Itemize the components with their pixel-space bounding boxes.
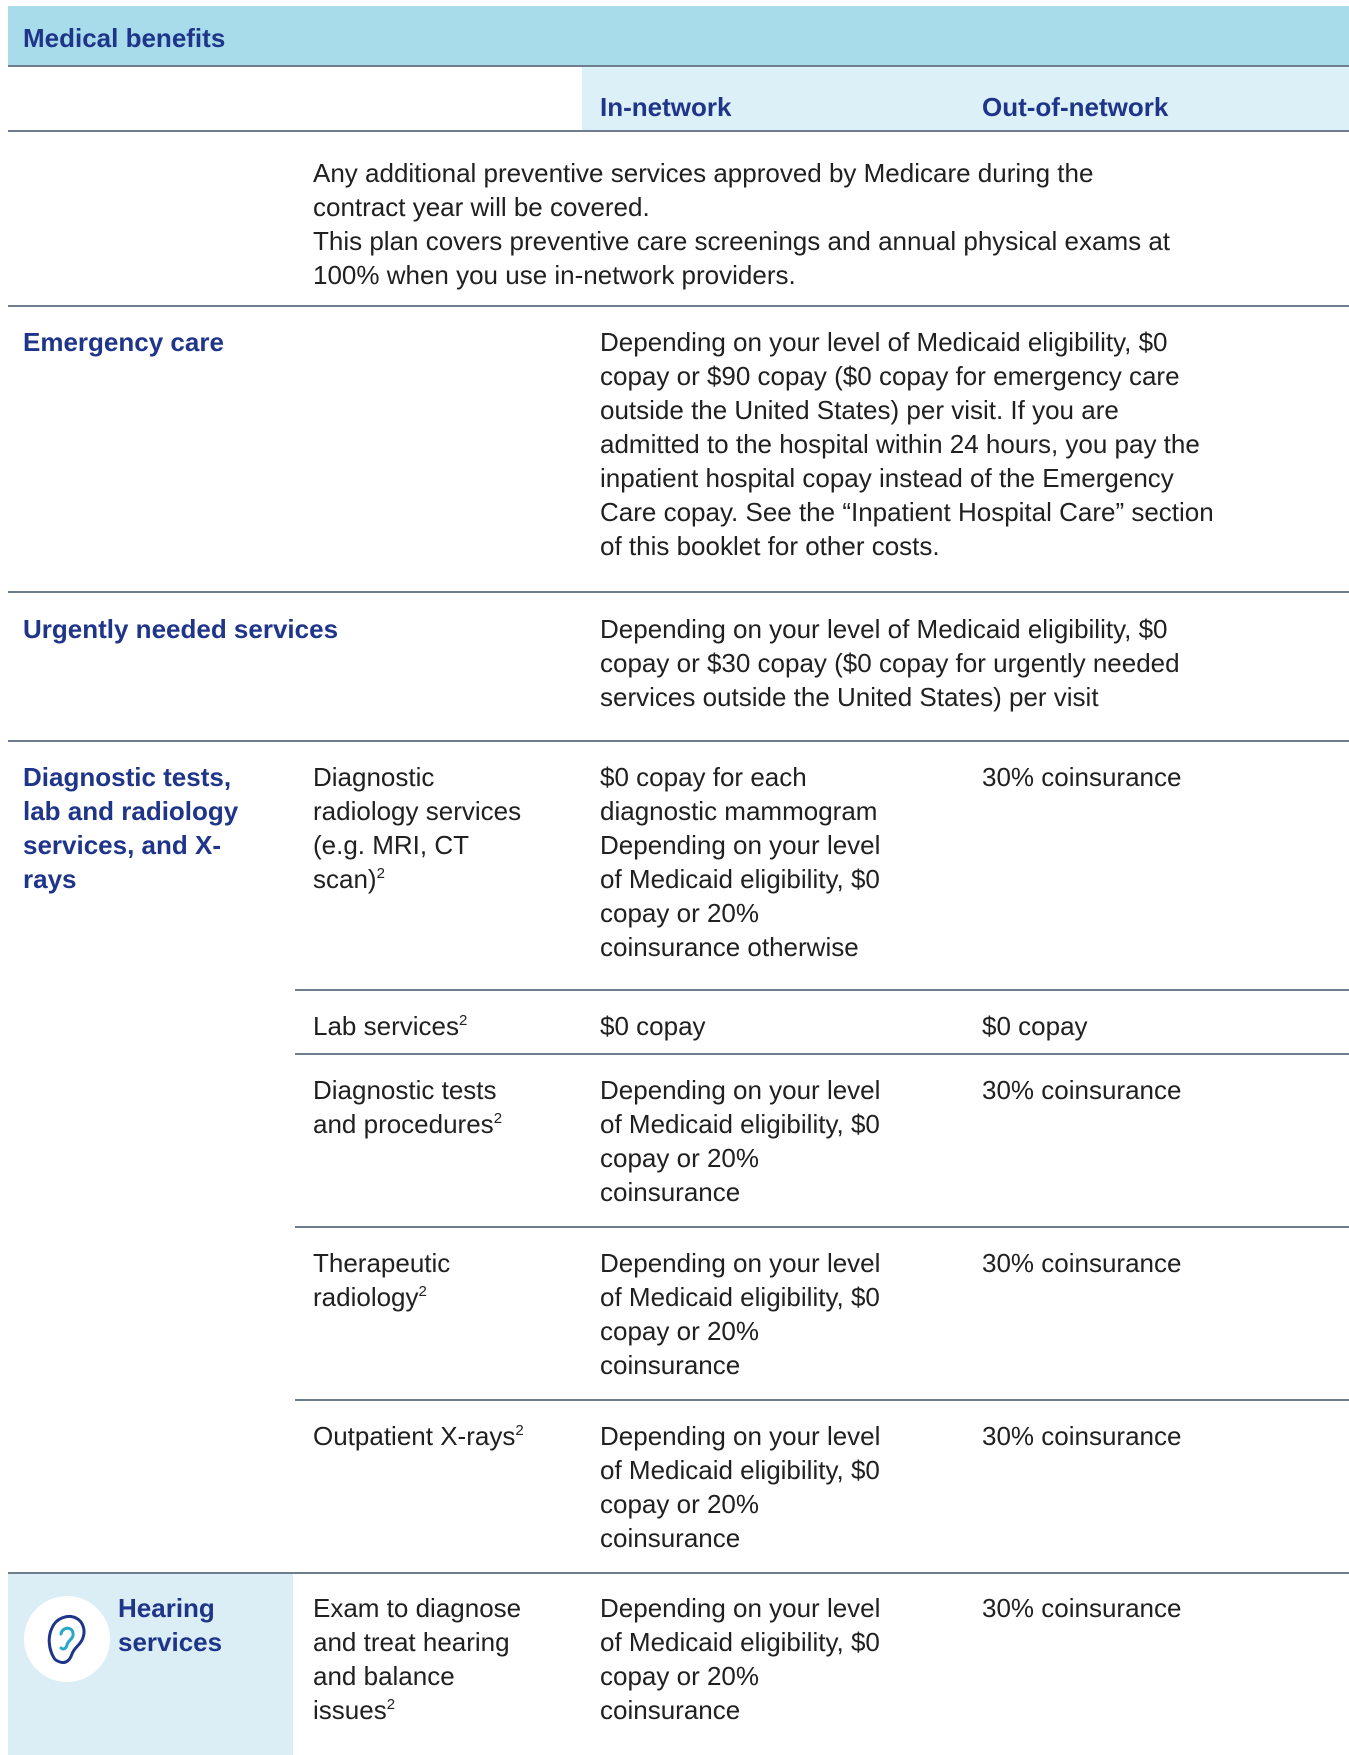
out-network-cost: 30% coinsurance [982,762,1182,792]
out-network-cost: 30% coinsurance [982,1248,1182,1278]
footnote-marker: 2 [493,1110,503,1127]
table-title: Medical benefits [23,23,226,53]
footnote-marker: 2 [376,865,385,882]
in-network-cost: Depending on your level of Medicaid eligibility, $0 copay or 20% coinsurance [600,1075,881,1207]
divider [295,1226,1349,1228]
out-network-cost: 30% coinsurance [982,1421,1182,1451]
divider [8,740,1349,742]
urgent-services-label: Urgently needed services [23,614,339,644]
divider [8,130,1349,132]
in-network-cost: Depending on your level of Medicaid eligibility, $0 copay or 20% coinsurance [600,1421,881,1553]
divider [8,305,1349,307]
in-network-cost: $0 copay [600,1011,706,1041]
preventive-services-note: Any additional preventive services approved by Medicare during the contract year will be covered. This plan covers preventive care screenings and annual physical exams at 100% when you use in-network providers. [313,158,1171,290]
divider [295,1399,1349,1401]
emergency-care-text: Depending on your level of Medicaid eligibility, $0 copay or $90 copay ($0 copay for emergency care outside the United States) per visit. If you are admitted to the hospital within 24 hours, you pay the inpatient hospital copay instead of the Emergency Care copay. See the “Inpatient Hospital Care” section of this booklet for other costs. [600,327,1214,561]
divider [295,989,1349,991]
ear-icon [24,1596,110,1682]
divider [295,1053,1349,1055]
footnote-marker: 2 [386,1696,396,1713]
divider [8,591,1349,593]
diagnostic-section-label: Diagnostic tests, lab and radiology services, and X- rays [23,762,239,894]
out-network-cost: 30% coinsurance [982,1593,1182,1623]
service-name: Outpatient X-rays$^2$ [313,1421,524,1451]
footnote-marker: 2 [458,1012,468,1029]
service-name: Diagnostic radiology services (e.g. MRI, CT scan)$^2$ [313,762,522,894]
in-network-cost: Depending on your level of Medicaid eligibility, $0 copay or 20% coinsurance [600,1248,881,1380]
service-name: Diagnostic tests and procedures$^2$ [313,1075,503,1139]
in-network-cost: $0 copay for each diagnostic mammogram Depending on your level of Medicaid eligibility, $0 copay or 20% coinsurance otherwise [600,762,881,962]
column-header-in-network: In-network [600,92,732,122]
medical-benefits-table [8,6,1349,1755]
out-network-cost: $0 copay [982,1011,1088,1041]
in-network-cost: Depending on your level of Medicaid eligibility, $0 copay or 20% coinsurance [600,1593,881,1725]
emergency-care-label: Emergency care [23,327,224,357]
out-network-cost: 30% coinsurance [982,1075,1182,1105]
service-name: Lab services$^2$ [313,1011,468,1041]
footnote-marker: 2 [418,1283,427,1300]
service-name: Therapeutic radiology$^2$ [313,1248,451,1312]
hearing-section-label: Hearing services [118,1593,223,1657]
ear-icon-circle [24,1596,110,1682]
service-name: Exam to diagnose and treat hearing and balance issues$^2$ [313,1593,522,1725]
footnote-marker: 2 [515,1422,524,1439]
urgent-services-text: Depending on your level of Medicaid eligibility, $0 copay or $30 copay ($0 copay for urgently needed services outside the United States) per visit [600,614,1180,712]
column-header-out-network: Out-of-network [982,92,1169,122]
table-header-band [8,6,1349,65]
